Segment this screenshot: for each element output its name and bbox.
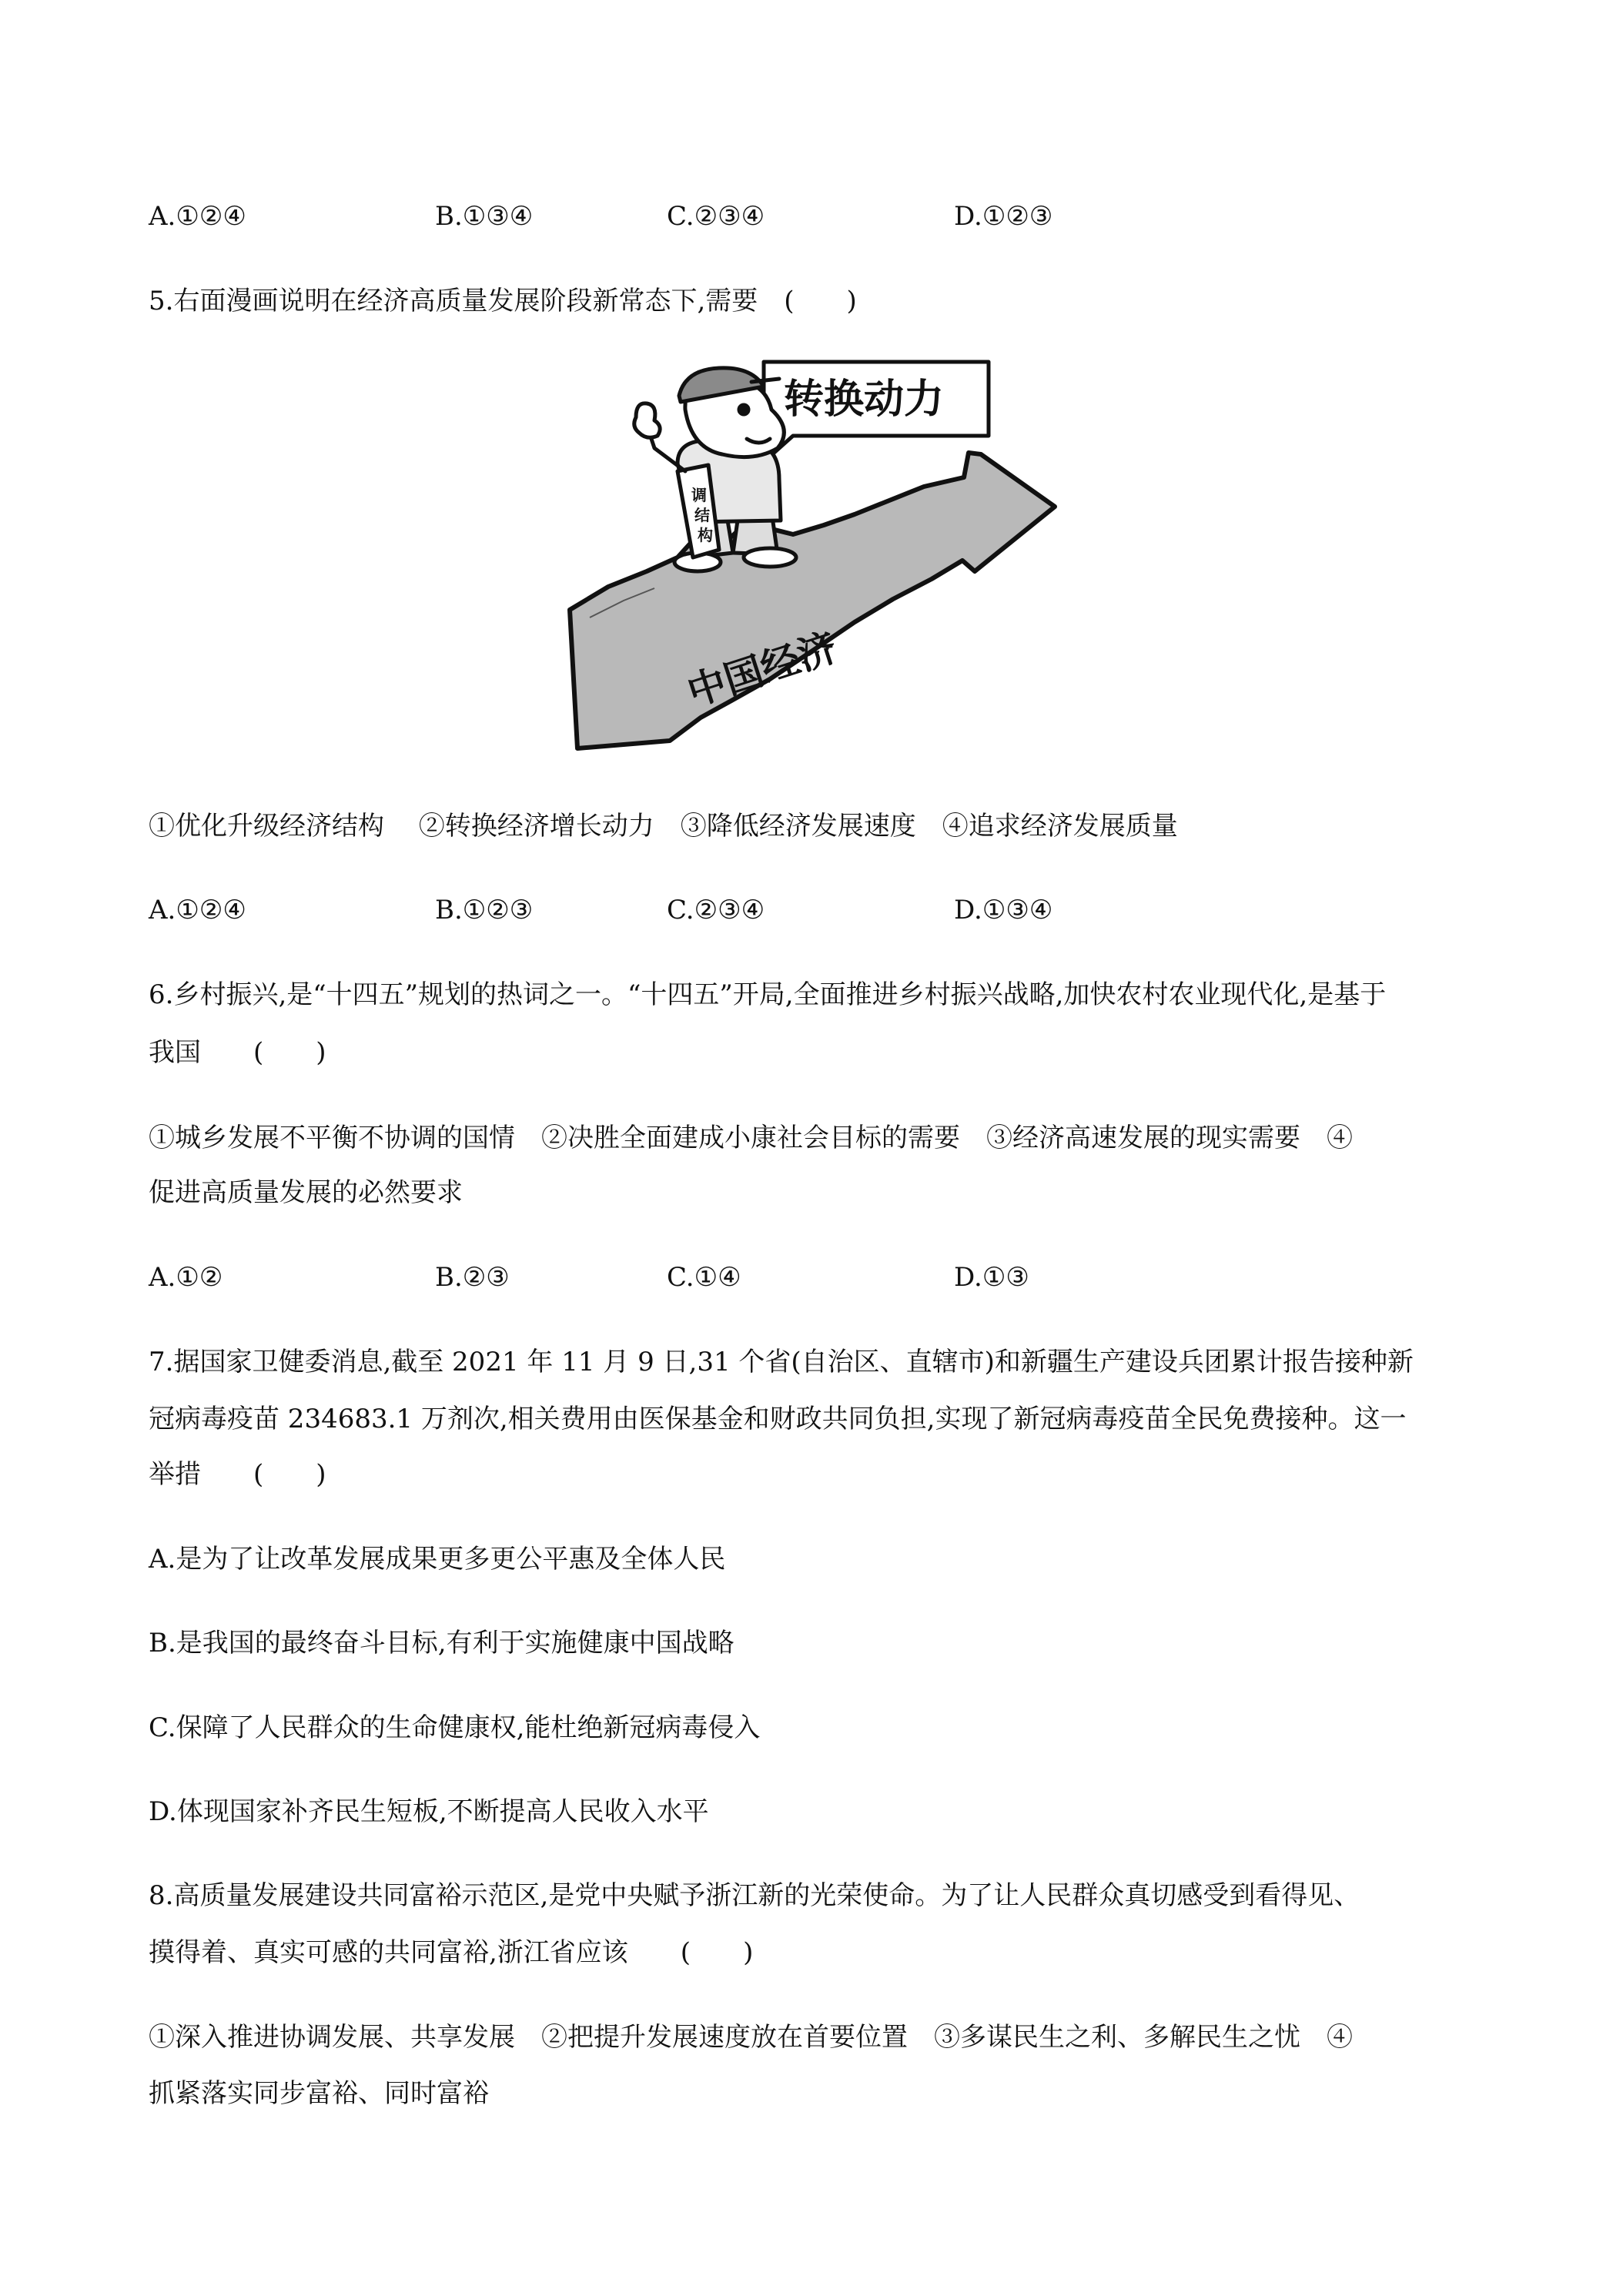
q5-option-a: A.①②④ <box>149 895 246 925</box>
arrow-label: 中国经济 <box>681 624 842 715</box>
sash-char-3: 构 <box>698 526 713 544</box>
q5-option-d: D.①③④ <box>954 895 1053 925</box>
q7-stem-line-1: 7.据国家卫健委消息,截至 2021 年 11 月 9 日,31 个省(自治区、直辖市)和新疆生产建设兵团累计报告接种新 <box>149 1347 1414 1377</box>
q5-option-b: B.①②③ <box>435 895 534 925</box>
q4-option-a: A.①②④ <box>149 201 246 232</box>
q8-stem-line-1: 8.高质量发展建设共同富裕示范区,是党中央赋予浙江新的光荣使命。为了让人民群众真切感受到看得见、 <box>149 1880 1360 1911</box>
sash-char-2: 结 <box>694 506 710 524</box>
q8-items-line-1: ①深入推进协调发展、共享发展 ②把提升发展速度放在首要位置 ③多谋民生之利、多解民生之忧 ④ <box>149 2022 1353 2053</box>
q4-option-c: C.②③④ <box>667 201 765 232</box>
q6-items-line-2: 促进高质量发展的必然要求 <box>149 1177 463 1208</box>
q5-option-c: C.②③④ <box>667 895 765 925</box>
q6-items-line-1: ①城乡发展不平衡不协调的国情 ②决胜全面建成小康社会目标的需要 ③经济高速发展的现实需要 ④ <box>149 1123 1353 1153</box>
q8-stem-line-2: 摸得着、真实可感的共同富裕,浙江省应该 ( ) <box>149 1937 754 1968</box>
q7-option-c: C.保障了人民群众的生命健康权,能杜绝新冠病毒侵入 <box>149 1712 761 1743</box>
economy-arrow <box>570 453 1055 748</box>
q6-stem-line-1: 6.乡村振兴,是“十四五”规划的热词之一。“十四五”开局,全面推进乡村振兴战略,加快农村农业现代化,是基于 <box>149 979 1387 1010</box>
q6-options <box>149 1260 1303 1294</box>
q7-option-b: B.是我国的最终奋斗目标,有利于实施健康中国战略 <box>149 1628 735 1658</box>
q5-stem: 5.右面漫画说明在经济高质量发展阶段新常态下,需要 ( ) <box>149 286 857 316</box>
q6-stem-line-2: 我国 ( ) <box>149 1037 326 1068</box>
q5-cartoon <box>562 356 1070 771</box>
q7-stem-line-3: 举措 ( ) <box>149 1459 326 1490</box>
q6-option-b: B.②③ <box>435 1262 510 1293</box>
q6-option-d: D.①③ <box>954 1262 1029 1293</box>
q4-option-d: D.①②③ <box>954 201 1053 232</box>
bubble-text: 转换动力 <box>784 377 945 423</box>
sash-char-1: 调 <box>691 486 707 504</box>
q8-items-line-2: 抓紧落实同步富裕、同时富裕 <box>149 2078 489 2109</box>
q4-option-b: B.①③④ <box>435 201 534 232</box>
q7-option-d: D.体现国家补齐民生短板,不断提高人民收入水平 <box>149 1796 709 1827</box>
q6-option-c: C.①④ <box>667 1262 741 1293</box>
q4-options <box>149 199 1303 233</box>
q6-option-a: A.①② <box>149 1262 223 1293</box>
q7-option-a: A.是为了让改革发展成果更多更公平惠及全体人民 <box>149 1544 726 1575</box>
q5-options <box>149 893 1303 927</box>
q5-items: ①优化升级经济结构 ②转换经济增长动力 ③降低经济发展速度 ④追求经济发展质量 <box>149 811 1178 842</box>
speech-bubble <box>764 362 989 462</box>
q7-stem-line-2: 冠病毒疫苗 234683.1 万剂次,相关费用由医保基金和财政共同负担,实现了新冠病毒疫苗全民免费接种。这一 <box>149 1404 1407 1434</box>
